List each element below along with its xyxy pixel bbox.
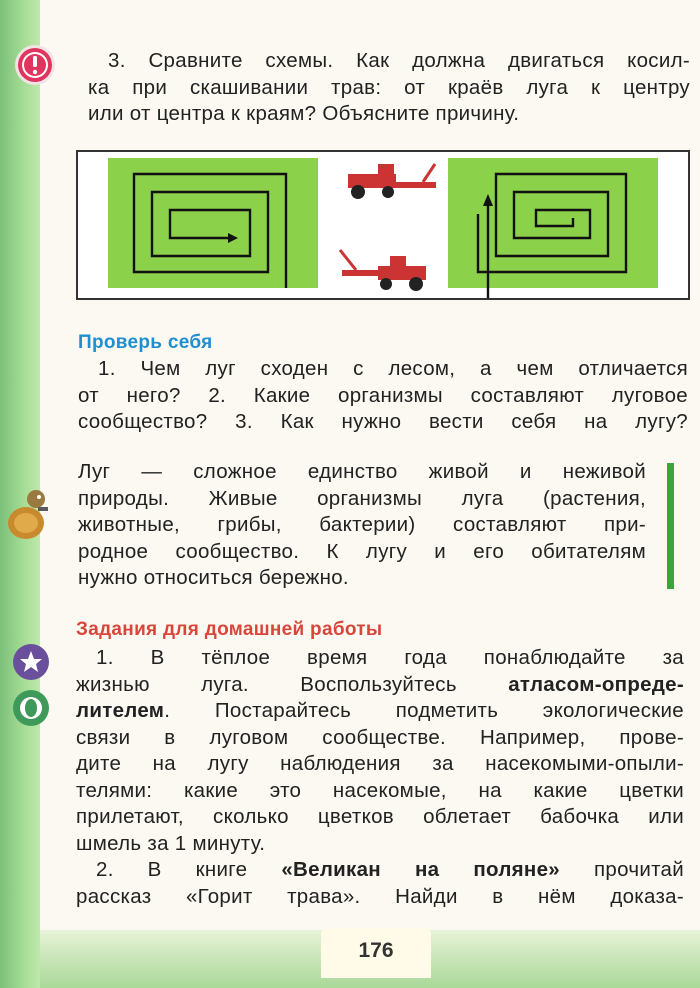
check-line: 1. Чем луг сходен с лесом, а чем отличается <box>98 357 688 380</box>
book-title: «Великан на поляне» <box>281 858 561 881</box>
summary-line: Луг — сложное единство живой и неживой <box>78 460 646 483</box>
summary-line: нужно относиться бережно. <box>78 566 349 589</box>
homework-line: 1. В тёплое время года понаблюдайте за <box>96 646 684 669</box>
task3-line: 3. Сравните схемы. Как должна двигаться косил- <box>108 49 690 72</box>
homework-line: шмель за 1 минуту. <box>76 831 266 855</box>
check-line: сообщество? 3. Как нужно вести себя на лугу? <box>78 410 688 433</box>
turtle-mascot-icon <box>2 485 54 545</box>
homework-line: телями: какие это насекомые, на какие цветки <box>76 778 684 802</box>
homework-line: связи в луговом сообществе. Например, прове- <box>76 725 684 749</box>
homework-heading: Задания для домашней работы <box>76 619 383 640</box>
page-number: 176 <box>321 928 431 978</box>
star-icon <box>13 644 49 680</box>
summary-line: природы. Живые организмы луга (растения, <box>78 486 646 510</box>
homework-line: жизнью луга. Воспользуйтесь атласом-опреде- <box>76 672 684 696</box>
homework-text <box>76 645 684 910</box>
exclamation-icon <box>15 45 55 85</box>
homework-line: 2. В книге «Великан на поляне» прочитай <box>96 858 684 881</box>
task3-text <box>88 48 690 128</box>
check-text <box>78 356 688 436</box>
leaf-icon <box>13 690 49 726</box>
summary-line: родное сообщество. К лугу и его обитателям <box>78 539 646 563</box>
mower-bottom-icon <box>340 250 426 291</box>
summary-accent-bar <box>667 463 674 589</box>
summary-line: животные, грибы, бактерии) составляют при- <box>78 513 646 536</box>
task3-line: или от центра к краям? Объясните причину. <box>88 102 520 125</box>
atlas-bold-term: атласом-опреде- <box>508 672 684 696</box>
homework-line: рассказ «Горит трава». Найди в нём доказа- <box>76 884 684 908</box>
homework-line: дите на лугу наблюдения за насекомыми-опыли- <box>76 752 684 775</box>
summary-text <box>78 459 646 592</box>
homework-line: прилетают, сколько цветков облетает бабочка или <box>76 805 684 828</box>
mower-top-icon <box>348 164 436 199</box>
homework-line: лителем. Постарайтесь подметить экологические <box>76 699 684 722</box>
mowing-diagram <box>76 150 690 300</box>
check-line: от него? 2. Какие организмы составляют луговое <box>78 383 688 407</box>
task3-line: ка при скашивании трав: от краёв луга к центру <box>88 75 690 99</box>
check-heading: Проверь себя <box>78 332 213 353</box>
